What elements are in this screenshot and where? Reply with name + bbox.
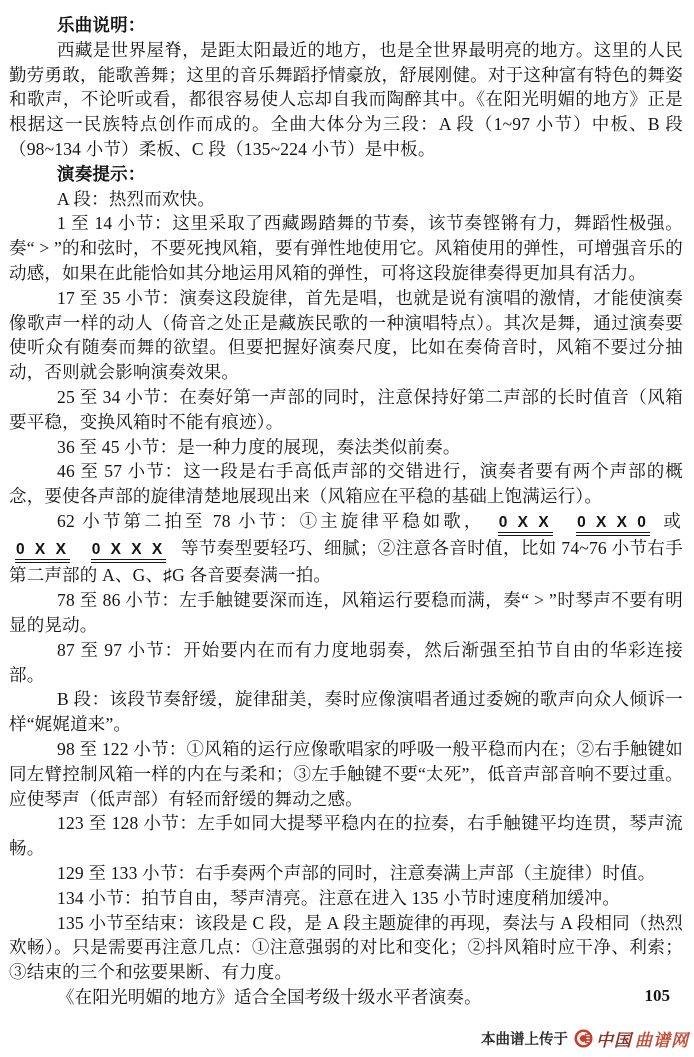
- footer-credit-text: 本曲谱上传于: [481, 1032, 568, 1048]
- paragraph-bar-134: 134 小节：拍节自由，琴声清亮。注意在进入 135 小节时速度稍加缓冲。: [57, 887, 621, 908]
- qupuwang-logo-icon: [574, 1029, 593, 1048]
- paragraph-bars-135-end: 135 小节至结束：该段是 C 段，是 A 段主题旋律的再现，奏法与 A 段相同（热烈欢畅）。只是需要再注意几点：①注意强弱的对比和变化；②抖风箱时应干净、利索；③结束的三个和弦要果断、有力度。: [9, 912, 683, 983]
- paragraph-bars-36-45: 36 至 45 小节：是一种力度的展现，奏法类似前奏。: [57, 436, 461, 457]
- rhythm-paragraph-lead: 62 小节第二拍至 78 小节：①主旋律平稳如歌，: [57, 510, 485, 531]
- or-label: 或: [663, 510, 682, 531]
- paragraph-section-b: B 段：该段节奏舒缓，旋律甜美，奏时应像演唱者通过委婉的歌声向众人倾诉一样“娓娓道来”。: [9, 689, 683, 735]
- paragraph-bars-123-128: 123 至 128 小节：左手如同大提琴平稳内在的拉奏，右手触键平均连贯，琴声流畅。: [9, 813, 683, 859]
- paragraph-bars-62-78-rhythm: [9, 509, 683, 588]
- site-name-site: 曲谱网: [635, 1031, 689, 1050]
- paragraph-bars-87-97: 87 至 97 小节：开始要内在而有力度地弱奏，然后渐强至拍节自由的华彩连接部。: [9, 639, 683, 685]
- music-notes-heading: 乐曲说明：: [57, 15, 146, 35]
- page-number: 105: [644, 986, 670, 1005]
- paragraph-bars-46-57: 46 至 57 小节：这一段是右手高低声部的交错进行，演奏者要有两个声部的概念，要使各声部的旋律清楚地展现出来（风箱应在平稳的基础上饱满运行）。: [9, 461, 683, 507]
- closing-paragraph: 《在阳光明媚的地方》适合全国考级十级水平者演奏。: [57, 987, 482, 1008]
- rhythm-notation-token: 0 X X: [498, 515, 553, 536]
- paragraph-bars-129-133: 129 至 133 小节：右手奏两个声部的同时，注意奏满上声部（主旋律）时值。: [57, 863, 656, 884]
- paragraph-section-a: A 段：热烈而欢快。: [57, 188, 216, 209]
- paragraph-bars-17-35: 17 至 35 小节：演奏这段旋律，首先是唱，也就是说有演唱的激情，才能使演奏像歌声一样的动人（倚音之处正是藏族民歌的一种演唱特点）。其次是舞，通过演奏要使听众有随奏而舞的欲望。但要把握好演奏尺度，比如在奏倚音时，风箱不要过分抽动，否则就会影响演奏效果。: [9, 287, 683, 383]
- document-body: [9, 13, 683, 1010]
- paragraph-bars-78-86: 78 至 86 小节：左手触键要深而连，风箱运行要稳而满，奏“ > ”时琴声不要有明显的晃动。: [9, 590, 683, 636]
- intro-paragraph: 西藏是世界屋脊，是距太阳最近的地方，也是全世界最明亮的地方。这里的人民勤劳勇敢，能歌善舞；这里的音乐舞蹈抒情豪放，舒展刚健。对于这种富有特色的舞姿和歌声，不论听或看，都很容易使人忘却自我而陶醉其中。《在阳光明媚的地方》正是根据这一民族特点创作而成的。全曲大体分为三段：A 段（1~97 小节）中板、B 段（98~134 小节）柔板、C 段（135~224 小节）是中板。: [9, 39, 683, 159]
- paragraph-bars-1-14: 1 至 14 小节：这里采取了西藏踢踏舞的节奏，该节奏铿锵有力，舞蹈性极强。奏“ > ”的和弦时，不要死拽风箱，要有弹性地使用它。风箱使用的弹性，可增强音乐的动感，如果在此能恰如其分地运用风箱的弹性，可将这段旋律奏得更加具有活力。: [9, 213, 683, 283]
- rhythm-paragraph-tail: 等节奏型要轻巧、细腻；②注意各音时值，比如 74~76 小节右手第二声部的 A、G、♯G 各音要奏满一拍。: [9, 538, 683, 586]
- paragraph-bars-98-122: 98 至 122 小节：①风箱的运行应像歌唱家的呼吸一般平稳而内在；②右手触键如同左臂控制风箱一样的内在与柔和；③左手触键不要“太死”，低音声部音响不要过重。应使琴声（低声部）有轻而舒缓的舞动之感。: [9, 739, 683, 809]
- rhythm-notation-token: 0 X X 0: [576, 515, 650, 536]
- footer-credit: [481, 1026, 689, 1051]
- performance-tips-heading: 演奏提示：: [57, 163, 146, 184]
- site-name-cn: 中国: [596, 1031, 632, 1050]
- qupu-site-logo: [574, 1026, 689, 1051]
- rhythm-notation-token: 0 X X: [15, 542, 70, 563]
- rhythm-notation-token: 0 X X X: [91, 542, 167, 563]
- paragraph-bars-25-34: 25 至 34 小节：在奏好第一声部的同时，注意保持好第二声部的长时值音（风箱要平稳，变换风箱时不能有痕迹）。: [9, 386, 683, 432]
